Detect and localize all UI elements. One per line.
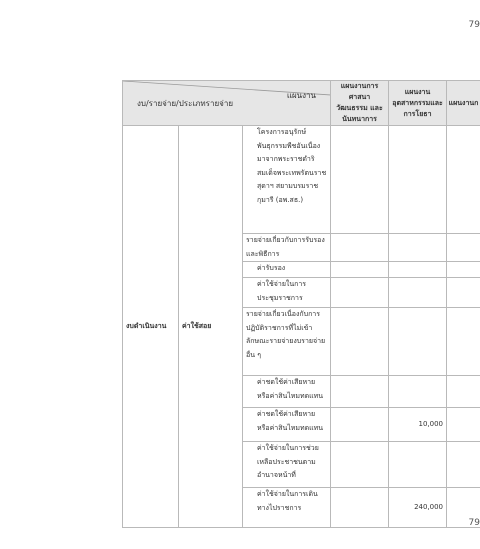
amount-cell: 10,000 [389, 408, 447, 442]
row-label: รายจ่ายเกี่ยวกับการรับรองและพิธีการ [243, 234, 331, 262]
row-label: ค่าชดใช้ค่าเสียหายหรือค่าสินไหมทดแทน [243, 376, 331, 408]
column-header-truncated: แผนงานก [447, 81, 480, 126]
page-number-top: 79 [468, 20, 480, 30]
amount-cell [447, 408, 480, 442]
row-label: ค่ารับรอง [243, 262, 331, 278]
corner-plan-label: แผนงาน [286, 91, 317, 100]
amount-cell [389, 308, 447, 376]
column-header-industry-works: แผนงาน อุตสาหกรรมและการโยธา [389, 81, 447, 126]
row-label: รายจ่ายเกี่ยวเนื่องกับการปฏิบัติราชการที่ไม่เข้าลักษณะรายจ่ายงบรายจ่ายอื่น ๆ [243, 308, 331, 376]
amount-cell [331, 308, 389, 376]
amount-cell [331, 262, 389, 278]
table-body [123, 126, 480, 528]
row-label: ค่าใช้จ่ายในการเดินทางไปราชการ [243, 488, 331, 528]
table-header-row [123, 81, 480, 126]
amount-cell [447, 376, 480, 408]
amount-cell [331, 278, 389, 308]
amount-cell [447, 262, 480, 278]
amount-cell [447, 278, 480, 308]
row-label: ค่าใช้จ่ายในการประชุมราชการ [243, 278, 331, 308]
amount-cell [389, 126, 447, 234]
amount-cell [447, 234, 480, 262]
row-label: ค่าชดใช้ค่าเสียหายหรือค่าสินไหมทดแทน [243, 408, 331, 442]
table-row [123, 126, 480, 234]
category-group-cell: ค่าใช้สอย [179, 126, 243, 528]
corner-header-cell [123, 81, 331, 126]
page-number-bottom: 79 [468, 518, 480, 528]
amount-cell [331, 376, 389, 408]
amount-cell [389, 234, 447, 262]
column-header-religion-culture: แผนงานการศาสนา วัฒนธรรม และนันทนาการ [331, 81, 389, 126]
amount-cell: 240,000 [389, 488, 447, 528]
amount-cell [447, 308, 480, 376]
row-label: ค่าใช้จ่ายในการช่วยเหลือประชาชนตามอำนาจหน้าที่ [243, 442, 331, 488]
amount-cell [331, 234, 389, 262]
budget-group-cell: งบดำเนินงาน [123, 126, 179, 528]
row-label: โครงการอนุรักษ์พันธุกรรมพืชอันเนื่องมาจากพระราชดำริสมเด็จพระเทพรัตนราชสุดาฯ สยามบรมราชกุมารี (อพ.สธ.) [243, 126, 331, 234]
amount-cell [447, 442, 480, 488]
amount-cell [447, 126, 480, 234]
amount-cell [331, 442, 389, 488]
amount-cell [389, 442, 447, 488]
budget-table [122, 80, 480, 528]
amount-cell [331, 408, 389, 442]
amount-cell [389, 376, 447, 408]
corner-main-label: งบ/รายจ่าย/ประเภทรายจ่าย [137, 99, 234, 108]
amount-cell [331, 126, 389, 234]
amount-cell [389, 278, 447, 308]
amount-cell [389, 262, 447, 278]
amount-cell [331, 488, 389, 528]
